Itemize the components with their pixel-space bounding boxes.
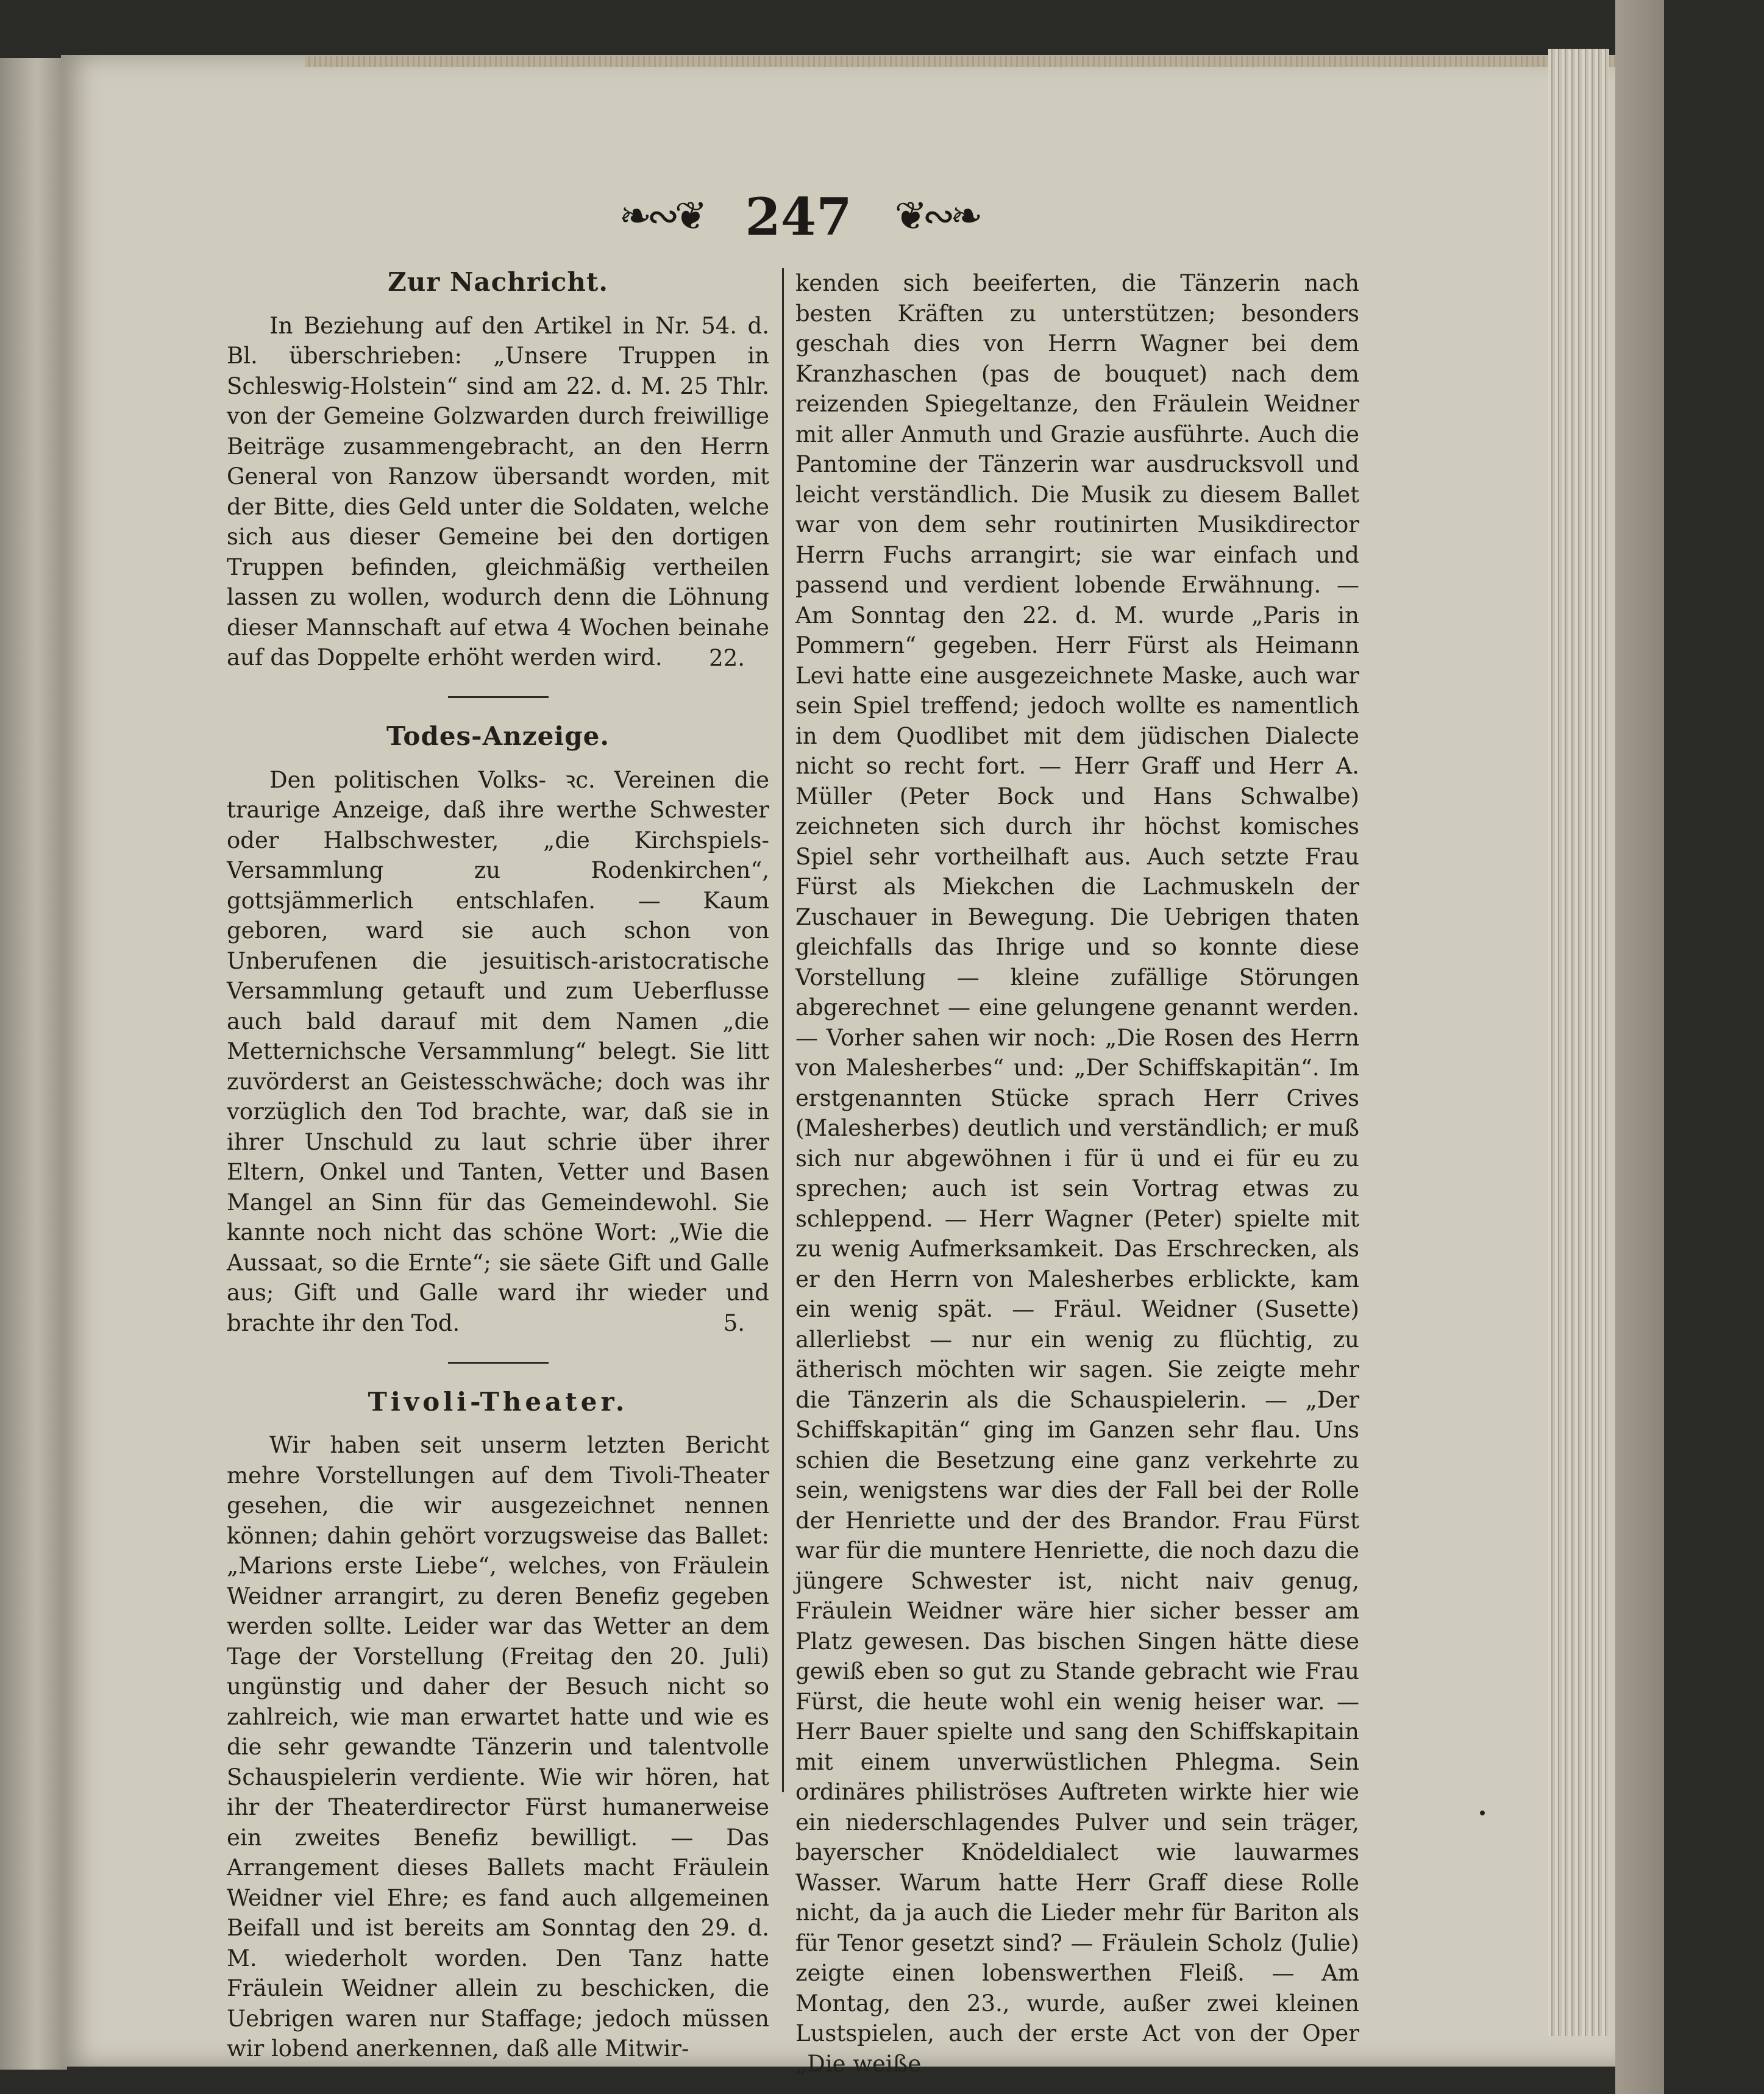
article-tivoli-theater: Wir haben seit unserm letzten Bericht mehre Vorstellungen auf dem Tivoli-Theater gesehen, die wir ausgezeichnet nennen können; dahin gehört vorzugsweise das Ballet: „Marions erste Liebe“, welches, von Fräulein Weidner arrangirt, zu deren Benefiz gegeben werden sollte. Leider war das Wetter an dem Tage der Vorstellung (Freitag den 20. Juli) ungünstig und daher der Besuch nicht so zahlreich, wie man erwartet hatte und wie es die sehr gewandte Tänzerin und talentvolle Schauspielerin verdiente. Wie wir hören, hat ihr der Theaterdirector Fürst humanerweise ein zweites Benefiz bewilligt. — Das Arrangement dieses Ballets macht Fräulein Weidner viel Ehre; es fand auch allgemeinen Beifall und ist bereits am Sonntag den 29. d. M. wiederholt worden. Den Tanz hatte Fräulein Weidner allein zu beschicken, die Uebrigen waren nur Staffage; jedoch müssen wir lobend anerkennen, daß alle Mitwir-: [227, 1432, 769, 2062]
section-divider: [448, 1362, 549, 1364]
heading-nachricht: Zur Nachricht.: [388, 267, 608, 297]
section-divider: [448, 696, 549, 698]
page-header: [619, 183, 978, 250]
page-number: 247: [745, 186, 852, 247]
right-column: [795, 268, 1359, 2079]
heading-tivoli-theater: Tivoli-Theater.: [368, 1386, 628, 1417]
column-divider: [782, 268, 784, 1792]
ornament-right-icon: ❦∾❧: [894, 194, 978, 239]
page-top-edge: [305, 56, 1621, 67]
left-column: [227, 262, 769, 2064]
article-tivoli-continued: kenden sich beeiferten, die Tänzerin nach besten Kräften zu unterstützen; besonders geschah dies von Herrn Wagner bei dem Kranzhaschen (pas de bouquet) nach dem reizenden Spiegeltanze, den Fräulein Weidner mit aller Anmuth und Grazie ausführte. Auch die Pantomine der Tänzerin war ausdrucksvoll und leicht verständlich. Die Musik zu diesem Ballet war von dem sehr routinirten Musikdirector Herrn Fuchs arrangirt; sie war einfach und passend und verdient lobende Erwähnung. — Am Sonntag den 22. d. M. wurde „Paris in Pommern“ gegeben. Herr Fürst als Heimann Levi hatte eine ausgezeichnete Maske, auch war sein Spiel treffend; jedoch wollte es namentlich in dem Quodlibet mit dem jüdischen Dialecte nicht so recht fort. — Herr Graff und Herr A. Müller (Peter Bock und Hans Schwalbe) zeichneten sich durch ihr höchst komisches Spiel sehr vortheilhaft aus. Auch setzte Frau Fürst als Miekchen die Lachmuskeln der Zuschauer in Bewegung. Die Uebrigen thaten gleichfalls das Ihrige und so konnte diese Vorstellung — kleine zufällige Störungen abgerechnet — eine gelungene genannt werden. — Vorher sahen wir noch: „Die Rosen des Herrn von Malesherbes“ und: „Der Schiffskapitän“. Im erstgenannten Stücke sprach Herr Crives (Malesherbes) deutlich und verständlich; er muß sich nur abgewöhnen i für ü und ei für eu zu sprechen; auch ist sein Vortrag etwas zu schleppend. — Herr Wagner (Peter) spielte mit zu wenig Aufmerksamkeit. Das Erschrecken, als er den Herrn von Malesherbes erblickte, kam ein wenig spät. — Fräul. Weidner (Susette) allerliebst — nur ein wenig zu flüchtig, zu ätherisch möchten wir sagen. Sie zeigte mehr die Tänzerin als die Schauspielerin. — „Der Schiffskapitän“ ging im Ganzen sehr flau. Uns schien die Besetzung eine ganz verkehrte zu sein, wenigstens war dies der Fall bei der Rolle der Henriette und der des Brandor. Frau Fürst war für die muntere Henriette, die noch dazu die jüngere Schwester ist, nicht naiv genug, Fräulein Weidner wäre hier sicher besser am Platz gewesen. Das bischen Singen hätte diese gewiß eben so gut zu Stande gebracht wie Frau Fürst, die heute wohl ein wenig heiser war. — Herr Bauer spielte und sang den Schiffskapitain mit einem unverwüstlichen Phlegma. Sein ordinäres philiströses Auftreten wirkte hier wie ein niederschlagendes Pulver und sein träger, bayerscher Knödeldialect wie lauwarmes Wasser. Warum hatte Herr Graff diese Rolle nicht, da ja auch die Lieder mehr für Bariton als für Tenor gesetzt sind? — Fräulein Scholz (Julie) zeigte einen lobenswerthen Fleiß. — Am Montag, den 23., wurde, außer zwei kleinen Lustspielen, auch der erste Act von der Oper „Die weiße: [795, 270, 1359, 2077]
article-nachricht: In Beziehung auf den Artikel in Nr. 54. d. Bl. überschrieben: „Unsere Truppen in Schleswig-Holstein“ sind am 22. d. M. 25 Thlr. von der Gemeine Golzwarden durch freiwillige Beiträge zusammengebracht, an den Herrn General von Ranzow übersandt worden, mit der Bitte, dies Geld unter die Soldaten, welche sich aus dieser Gemeine bei den dortigen Truppen befinden, gleichmäßig vertheilen lassen zu wollen, wodurch denn die Löhnung dieser Mannschaft auf etwa 4 Wochen beinahe auf das Doppelte erhöht werden wird.: [227, 312, 769, 671]
signature-todes-anzeige: 5.: [723, 1310, 745, 1336]
left-page-edge: [0, 58, 67, 2070]
page-stack-edges: [1548, 49, 1609, 2036]
heading-todes-anzeige: Todes-Anzeige.: [386, 721, 610, 751]
article-todes-anzeige: Den politischen Volks- ꝛc. Vereinen die traurige Anzeige, daß ihre werthe Schwester oder Halbschwester, „die Kirchspiels-Versammlung zu Rodenkirchen“, gottsjämmerlich entschlafen. — Kaum geboren, ward sie auch schon von Unberufenen die jesuitisch-aristocratische Versammlung getauft und zum Ueberflusse auch bald darauf mit dem Namen „die Metternichsche Versammlung“ belegt. Sie litt zuvörderst an Geistesschwäche; doch was ihr vorzüglich den Tod brachte, war, daß sie in ihrer Unschuld zu laut schrie über ihrer Eltern, Onkel und Tanten, Vetter und Basen Mangel an Sinn für das Gemeindewohl. Sie kannte noch nicht das schöne Wort: „Wie die Aussaat, so die Ernte“; sie säete Gift und Galle aus; Gift und Galle ward ihr wieder und brachte ihr den Tod.: [227, 766, 769, 1336]
signature-nachricht: 22.: [709, 644, 745, 671]
ornament-left-icon: ❧∾❦: [619, 194, 703, 239]
ink-dot: [1480, 1811, 1485, 1815]
book-cover: [1615, 0, 1664, 2094]
